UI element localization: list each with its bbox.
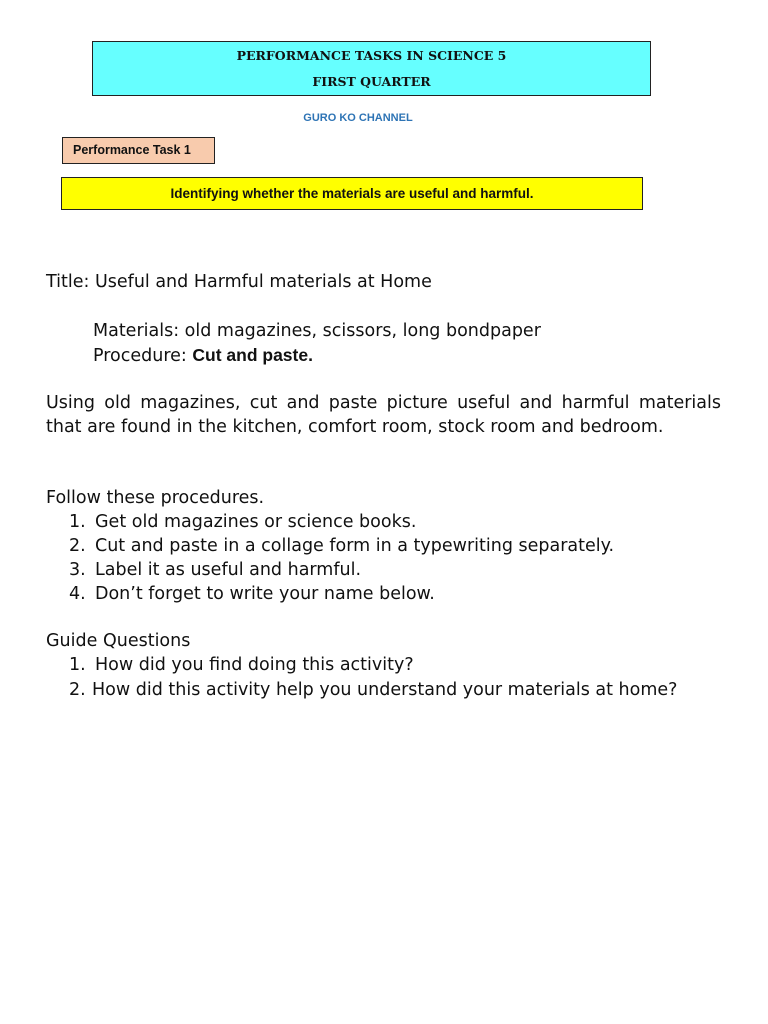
list-item: 3. Label it as useful and harmful.: [69, 560, 362, 580]
channel-name: GURO KO CHANNEL: [303, 112, 413, 124]
task-description: Identifying whether the materials are useful and harmful.: [61, 177, 643, 210]
procedure-line: [93, 343, 313, 368]
list-item: 2. Cut and paste in a collage form in a typewriting separately.: [69, 536, 615, 556]
procedures-heading: Follow these procedures.: [46, 488, 265, 508]
title-line: Title: Useful and Harmful materials at Home: [46, 272, 432, 292]
procedures-list: [69, 510, 614, 606]
materials-line: Materials: old magazines, scissors, long bondpaper: [93, 321, 541, 341]
questions-list: [69, 653, 414, 677]
header-subtitle: FIRST QUARTER: [312, 74, 431, 89]
procedure-label: Procedure:: [93, 346, 193, 366]
list-item: 1. How did you find doing this activity?: [69, 655, 414, 675]
header-title: PERFORMANCE TASKS IN SCIENCE 5: [236, 48, 507, 63]
procedure-value: Cut and paste.: [192, 345, 313, 365]
questions-heading: Guide Questions: [46, 631, 191, 651]
intro-paragraph: Using old magazines, cut and paste picture useful and harmful materials that are found in the kitchen, comfort room, stock room and bedroom.: [46, 393, 721, 437]
list-item: 4. Don’t forget to write your name below.: [69, 584, 435, 604]
header-box: [92, 41, 651, 96]
question-item: 2. How did this activity help you understand your materials at home?: [69, 680, 678, 700]
list-item: 1. Get old magazines or science books.: [69, 512, 417, 532]
task-label: Performance Task 1: [62, 137, 215, 164]
